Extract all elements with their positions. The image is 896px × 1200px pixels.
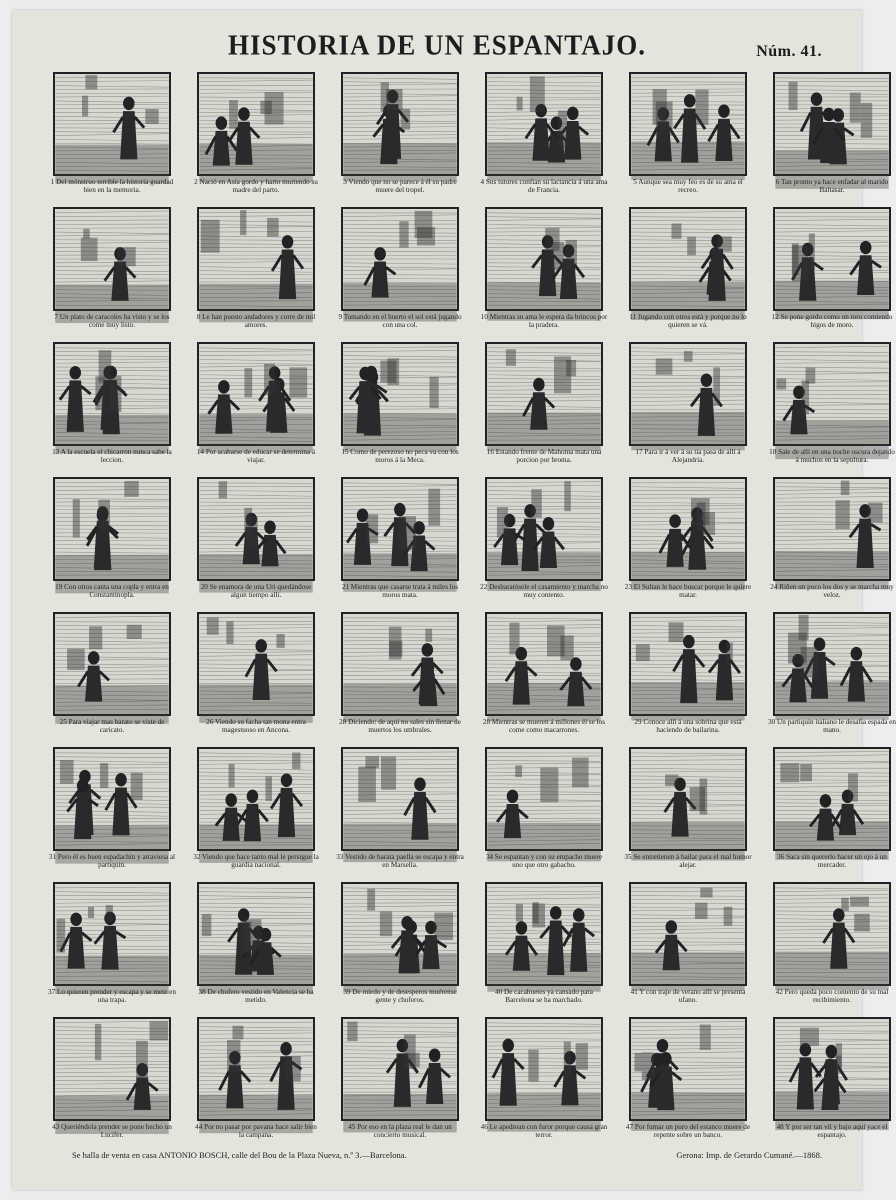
vignette-caption: 7 Un plato de caracoles ha visto y se los come muy listo. (54, 313, 170, 329)
vignette (48, 612, 176, 747)
vignette-caption: 21 Mientras que casarse trata á miles los moros mata. (341, 583, 459, 599)
vignette (480, 747, 608, 882)
vignette-caption: 36 Saca sin quererlo hacer un ojo á un mercader. (777, 853, 887, 869)
woodcut-illustration (485, 477, 603, 581)
sheet-number: Núm. 41. (756, 43, 822, 60)
vignette-caption: 30 Un partiquin italiano le desafia espada en mano. (768, 718, 896, 734)
vignette (336, 342, 464, 477)
vignette-caption: 41 Y con traje de verano allí se presenta ufano. (630, 988, 746, 1004)
woodcut-illustration (197, 612, 315, 716)
vignette (624, 1017, 752, 1152)
vignette-caption: 22 Desbaratósele el casamiento y marcha no muy contento. (480, 583, 608, 599)
vignette-caption: 12 Se pone gordo como un toro comiendo higos de moro. (771, 313, 893, 329)
woodcut-illustration (629, 342, 747, 446)
vignette (624, 207, 752, 342)
vignette-caption: 37 Lo quieren prender y escapa y se mete en una trapa. (48, 988, 176, 1004)
vignette (624, 477, 752, 612)
woodcut-illustration (341, 477, 459, 581)
vignette (192, 1017, 320, 1152)
vignette (48, 342, 176, 477)
vignette (192, 342, 320, 477)
vignette-caption: 10 Mientras su ama le espera da brincos por la pradera. (480, 313, 608, 329)
woodcut-illustration (485, 882, 603, 986)
vignette-caption: 33 Vestido de barata paella se escapa y entra en Marsella. (336, 853, 464, 869)
vignette (48, 207, 176, 342)
vignette-caption: 32 Viendo que hace tanto mal le persigue la guardia nacional. (193, 853, 319, 869)
vignette (768, 477, 896, 612)
woodcut-illustration (773, 612, 891, 716)
woodcut-illustration (629, 72, 747, 176)
woodcut-illustration (629, 747, 747, 851)
vignette (480, 477, 608, 612)
page-title: HISTORIA DE UN ESPANTAJO. (227, 29, 647, 61)
woodcut-illustration (485, 747, 603, 851)
vignette-caption: 46 Le apedrean con furor porque causa gran terror. (480, 1123, 608, 1139)
printer-imprint: Gerona: Imp. de Gerardo Cumané.—1868. (676, 1150, 822, 1160)
vignette (192, 207, 320, 342)
woodcut-illustration (341, 1017, 459, 1121)
vignette-caption: 16 Estando frente de Mahoma mata una porcion por broma. (486, 448, 602, 464)
vignette-caption: 13 A la escuela el chicarron nunca sabe la leccion. (52, 448, 172, 464)
woodcut-illustration (773, 72, 891, 176)
woodcut-illustration (197, 477, 315, 581)
vignette (624, 882, 752, 1017)
vignette-caption: 8 Le han puesto andadores y corre de mil amores. (196, 313, 316, 329)
vignette-caption: 14 Por acabarse de educar se determina á viajar. (196, 448, 316, 464)
vignette (768, 882, 896, 1017)
vignette (336, 72, 464, 207)
vignette-caption: 28 Diciendo: de aqui no sales sin llenar de muertos los umbrales. (339, 718, 461, 734)
woodcut-illustration (629, 882, 747, 986)
vignette-caption: 5 Aunque sea muy feo es de su ama el recreo. (633, 178, 743, 194)
woodcut-illustration (197, 72, 315, 176)
vignette-caption: 31 Pero él es buen espadachin y atraviesa al partiquin. (48, 853, 176, 869)
vignette-caption: 1 Del mónstruo terrible la historia guardad bien en la memoria. (50, 178, 174, 194)
vignette (480, 612, 608, 747)
woodcut-illustration (773, 882, 891, 986)
woodcut-illustration (773, 477, 891, 581)
woodcut-illustration (197, 207, 315, 311)
vignette-caption: 42 Pero queda poco contento de su mal recibimiento. (775, 988, 889, 1004)
vignette (768, 612, 896, 747)
vignette-caption: 6 Tan pronto ya hace enfadar al marido Baltasar. (775, 178, 889, 194)
vignette (768, 72, 896, 207)
vignette (336, 207, 464, 342)
vignette-caption: 3 Viendo que no se parece á él su padre muere del tropel. (343, 178, 457, 194)
vignette-caption: 40 De cacahuetes ya cansado para Barcelona se ha marchado. (495, 988, 593, 1004)
woodcut-illustration (53, 342, 171, 446)
vignette-caption: 25 Para viajar mas barato se viste de caricato. (59, 718, 165, 734)
vignette (768, 747, 896, 882)
vignette-caption: 24 Riñen un poco los dos y se marcha muy veloz. (770, 583, 894, 599)
vignette (768, 207, 896, 342)
vignette (48, 1017, 176, 1152)
woodcut-illustration (197, 747, 315, 851)
vignette (336, 1017, 464, 1152)
vignette-grid (48, 72, 896, 1152)
vignette (624, 342, 752, 477)
vignette-caption: 47 Por fumar un puro del estanco muere de repente sobre un banco. (625, 1123, 751, 1139)
vignette-caption: 34 Se espantan y con su empacho muere uno que otro gabacho. (485, 853, 603, 869)
woodcut-illustration (53, 477, 171, 581)
woodcut-illustration (341, 207, 459, 311)
woodcut-illustration (629, 612, 747, 716)
vignette-caption: 23 El Sultan le hace buscar porque le quiere matar. (624, 583, 752, 599)
vignette-caption: 35 Se entretienen á bailar para el mal humor alejar. (624, 853, 752, 869)
vignette (48, 882, 176, 1017)
woodcut-illustration (773, 342, 891, 446)
woodcut-illustration (485, 207, 603, 311)
woodcut-illustration (773, 1017, 891, 1121)
vignette (624, 612, 752, 747)
woodcut-illustration (341, 882, 459, 986)
publisher-imprint: Se halla de venta en casa ANTONIO BOSCH, calle del Bou de la Plaza Nueva, n.º 3.—Barcelona. (72, 1150, 407, 1160)
vignette (624, 747, 752, 882)
broadsheet-page (12, 10, 896, 1190)
woodcut-illustration (341, 747, 459, 851)
vignette-caption: 4 Sus tutores confian su lactancia á una ama de Francia. (480, 178, 608, 194)
vignette (480, 72, 608, 207)
woodcut-illustration (485, 72, 603, 176)
woodcut-illustration (53, 72, 171, 176)
vignette (48, 72, 176, 207)
woodcut-illustration (485, 1017, 603, 1121)
woodcut-illustration (629, 1017, 747, 1121)
vignette (480, 207, 608, 342)
vignette-caption: 15 Como de perezoso no peca va con los moros á la Meca. (341, 448, 459, 464)
vignette-caption: 11 Jugando con otros está y porque no lo quieren se vá. (629, 313, 747, 329)
vignette (192, 477, 320, 612)
woodcut-illustration (53, 747, 171, 851)
vignette-caption: 45 Por eso en la plaza real le dan un concierto musical. (348, 1123, 452, 1139)
vignette-caption: 17 Para ir á ver á su tia pasa de allí á Alejandría. (635, 448, 741, 464)
woodcut-illustration (629, 477, 747, 581)
woodcut-illustration (341, 342, 459, 446)
vignette (768, 1017, 896, 1152)
woodcut-illustration (53, 882, 171, 986)
woodcut-illustration (197, 342, 315, 446)
woodcut-illustration (53, 1017, 171, 1121)
vignette (48, 747, 176, 882)
woodcut-illustration (485, 342, 603, 446)
woodcut-illustration (197, 1017, 315, 1121)
vignette-caption: 20 Se enamora de una Uri quedándose algun tiempo allí. (200, 583, 312, 599)
vignette (768, 342, 896, 477)
vignette (480, 882, 608, 1017)
vignette-caption: 44 Por no pasar por pavana hace salir bien la campana. (195, 1123, 317, 1139)
vignette (192, 612, 320, 747)
woodcut-illustration (53, 207, 171, 311)
vignette (336, 612, 464, 747)
vignette (192, 747, 320, 882)
vignette-caption: 18 Sale de allí en una noche oscura dejando á muchos en la sepultura. (769, 448, 895, 464)
vignette-caption: 2 Nació en Asia gordo y harto muriendo su madre del parto. (194, 178, 318, 194)
woodcut-illustration (341, 612, 459, 716)
vignette (336, 477, 464, 612)
vignette (336, 747, 464, 882)
vignette (336, 882, 464, 1017)
vignette (624, 72, 752, 207)
vignette-caption: 28 Mientras se mueren á millones él se los come como macarrones. (482, 718, 606, 734)
woodcut-illustration (197, 882, 315, 986)
vignette (192, 72, 320, 207)
woodcut-illustration (485, 612, 603, 716)
vignette (480, 1017, 608, 1152)
vignette-caption: 38 De chufero vestido en Valencia se ha metido. (198, 988, 314, 1004)
woodcut-illustration (773, 747, 891, 851)
vignette-caption: 26 Viendo su facha tan mona entra magestuoso en Ancona. (206, 718, 306, 734)
woodcut-illustration (53, 612, 171, 716)
vignette-caption: 29 Conoce allí á una sobrina que está haciendo de bailarina. (634, 718, 742, 734)
vignette-caption: 48 Y por ser tan vil y bajo aquí yace el espantajo. (776, 1123, 888, 1139)
woodcut-illustration (773, 207, 891, 311)
woodcut-illustration (629, 207, 747, 311)
vignette (480, 342, 608, 477)
vignette-caption: 9 Tomando en el huerto el sol está jugando con una col. (338, 313, 462, 329)
vignette (192, 882, 320, 1017)
vignette-caption: 39 De miedo y de desesperos muérense gente y chuferos. (343, 988, 457, 1004)
vignette (48, 477, 176, 612)
woodcut-illustration (341, 72, 459, 176)
vignette-caption: 43 Queriéndola prender se pone hecho un Lucifer. (52, 1123, 172, 1139)
vignette-caption: 19 Con otros canta una copla y entra en Constantinopla. (55, 583, 169, 599)
